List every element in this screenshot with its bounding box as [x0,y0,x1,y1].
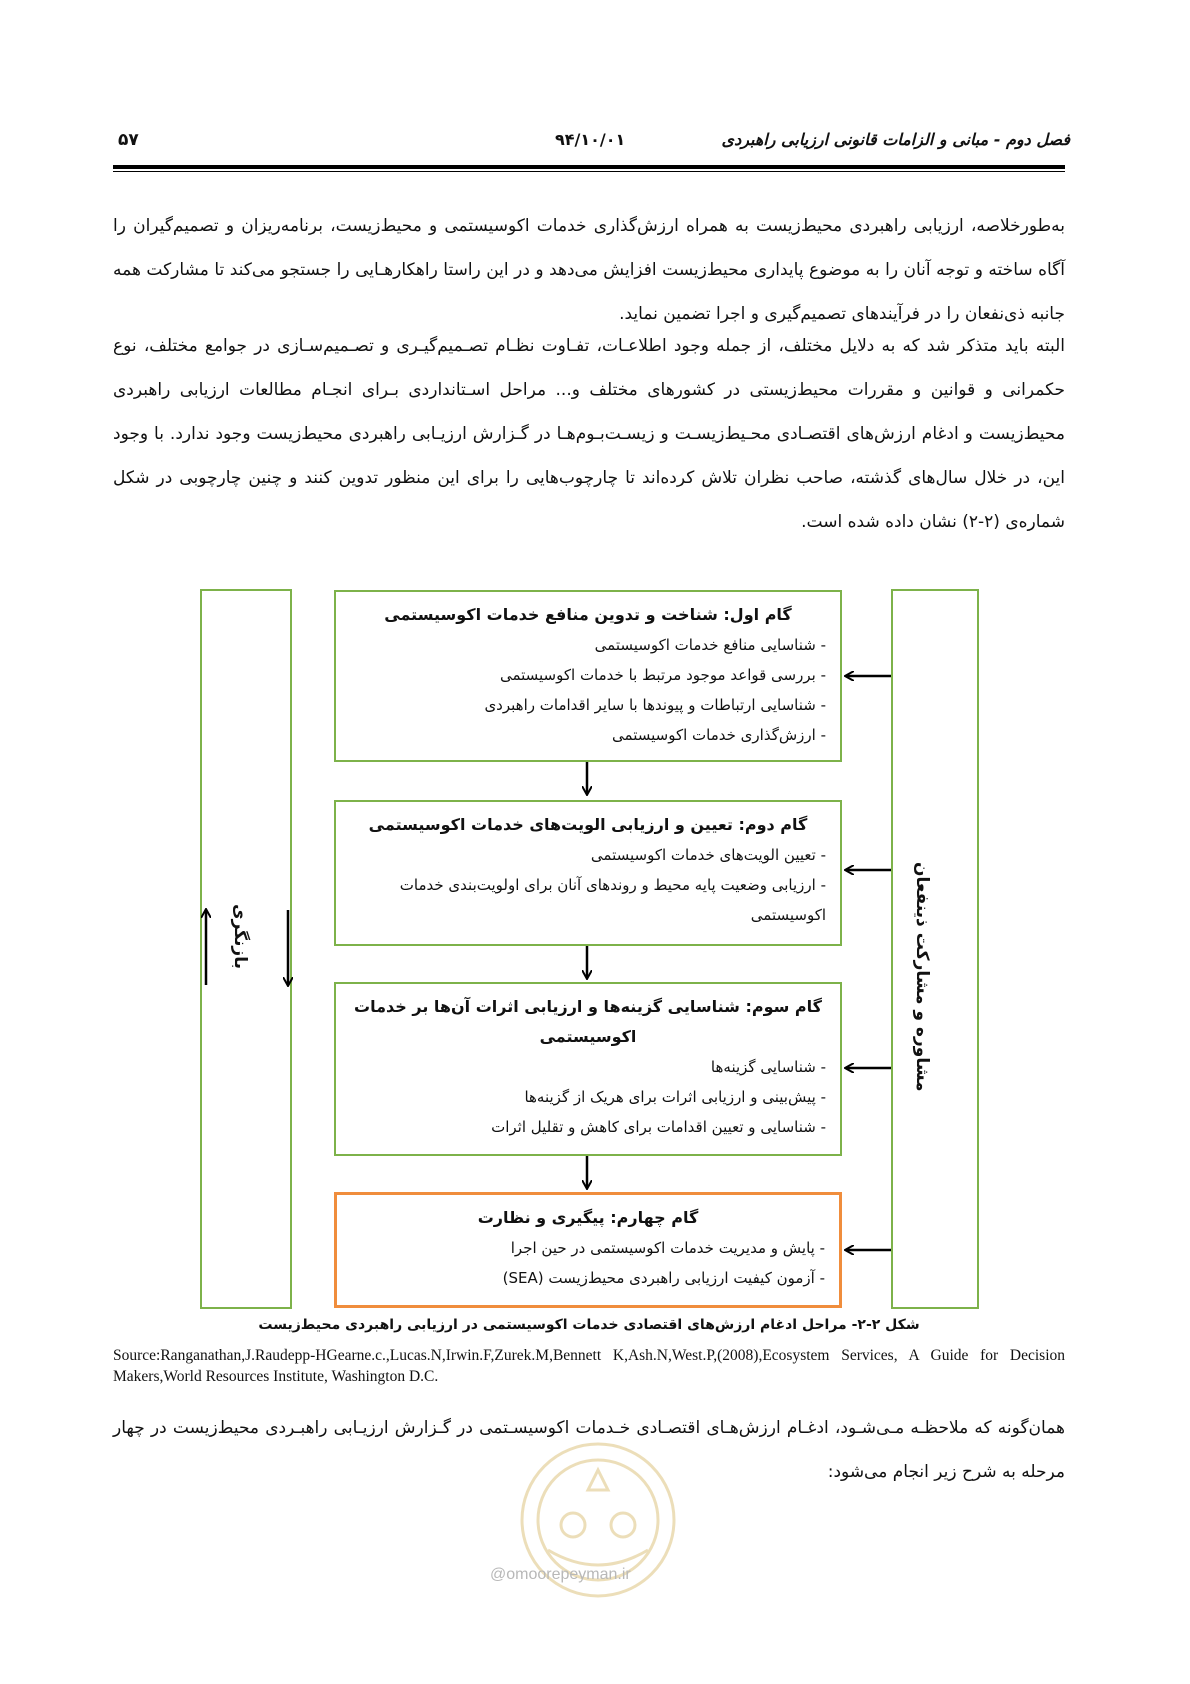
step-2-item: - تعیین الویت‌های خدمات اکوسیستمی [590,846,826,864]
header-date: ۹۴/۱۰/۰۱ [555,130,626,149]
figure-caption: شکل ۲-۲- مراحل ادغام ارزش‌های اقتصادی خدمات اکوسیستمی در ارزیابی راهبردی محیط‌زیست [258,1317,920,1333]
page-number: ۵۷ [118,130,139,150]
step-3-box [334,982,842,1156]
step-1-item: - بررسی قواعد موجود مرتبط با خدمات اکوسیستمی [499,666,826,684]
step-3-item: - پیش‌بینی و ارزیابی اثرات برای هریک از گزینه‌ها [524,1088,826,1106]
step-3-item: - شناسایی گزینه‌ها [710,1058,826,1076]
paragraph-frameworks: البته باید متذکر شد که به دلایل مختلف، از جمله وجود اطلاعـات، تفـاوت نظـام تصـمیم‌گیـری و تصـمیم‌سـازی در جوامع مختلف، نوع حکمرانی و قوانین و مقررات محیط‌زیستی در کشورهای مختلف و... مراحل اسـتانداردی بـرای انجـام مطالعات ارزیابی راهبردی محیط‌زیست و ادغام ارزش‌های اقتصـادی محـیط‌زیسـت و زیسـت‌بـوم‌هـا در گـزارش ارزیـابی راهبردی محیط‌زیست وجود ندارد. با وجود این، در خلال سال‌های گذشته، صاحب نظران تلاش کرده‌اند تا چارچوب‌هایی را برای این منظور تدوین کنند و چنین چارچوبی در شکل شماره‌ی (۲-۲) نشان داده شده است. [113,336,1065,532]
step-2-box [334,800,842,946]
step-1-title: گام اول: شناخت و تدوین منافع خدمات اکوسیستمی [384,605,792,624]
step-4-box [334,1192,842,1308]
step-1-item: - ارزش‌گذاری خدمات اکوسیستمی [612,726,826,744]
step-4-item: - پایش و مدیریت خدمات اکوسیستمی در حین اجرا [510,1239,825,1257]
chapter-title: فصل دوم - مبانی و الزامات قانونی ارزیابی راهبردی [721,130,1070,149]
paragraph-summary: به‌طورخلاصه، ارزیابی راهبردی محیط‌زیست به همراه ارزش‌گذاری خدمات اکوسیستمی و محیط‌زیست، برنامه‌ریزان و تصمیم‌گیران را آگاه ساخته و توجه آنان را به موضوع پایداری محیط‌زیست افزایش می‌دهد و در این راستا راهکارهـایی را جستجو می‌کند تا مشارکت همه جانبه ذی‌نفعان را در فرآیندهای تصمیم‌گیری و اجرا تضمین نماید. [113,216,1065,324]
paragraph-conclusion: همان‌گونه که ملاحظـه مـی‌شـود، ادغـام ارزش‌هـای اقتصـادی خـدمات اکوسیسـتمی در گـزارش ارزیـابی راهبـردی محیط‌زیست در چهار مرحله به شرح زیر انجام می‌شود: [113,1418,1065,1482]
watermark-text: @omoorepeyman.ir [490,1566,631,1583]
step-1-item: - شناسایی منافع خدمات اکوسیستمی [594,636,826,654]
step-3-item: - شناسایی و تعیین اقدامات برای کاهش و تقلیل اثرات [491,1118,826,1136]
stakeholder-label: مشاوره و مشارکت ذینفعان [912,862,932,1092]
step-3-title: گام سوم: شناسایی گزینه‌ها و ارزیابی اثرات آن‌ها بر خدمات اکوسیستمی [354,997,822,1046]
step-1-item: - شناسایی ارتباطات و پیوندها با سایر اقدامات راهبردی [484,696,826,714]
step-4-item: - آزمون کیفیت ارزیابی راهبردی محیط‌زیست (SEA) [502,1269,825,1287]
figure-source: Source:Ranganathan,J.Raudepp-HGearne.c.,Lucas.N,Irwin.F,Zurek.M,Bennett K,Ash.N,West.P,(2008),Ecosystem Services, A Guide for Decision Makers,World Resources Institute, Washington D.C. [113,1347,1065,1385]
step-1-box [334,590,842,762]
step-2-item: - ارزیابی وضعیت پایه محیط و روندهای آنان برای اولویت‌بندی خدمات اکوسیستمی [399,876,826,924]
review-label: بازنگری [230,904,250,969]
step-2-title: گام دوم: تعیین و ارزیابی الویت‌های خدمات اکوسیستمی [368,815,808,834]
step-4-title: گام چهارم: پیگیری و نظارت [477,1208,699,1227]
